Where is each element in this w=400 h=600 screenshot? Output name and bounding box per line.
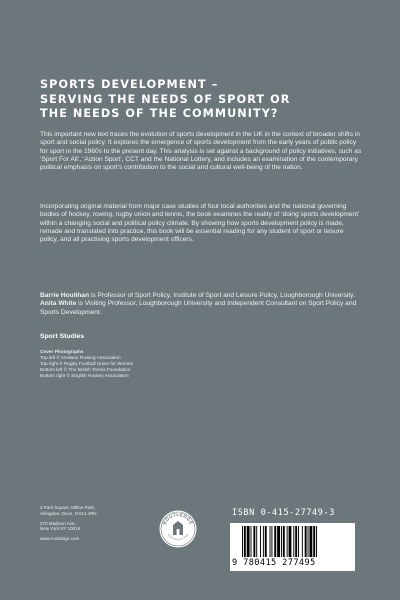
credits-title: Cover Photographs — [40, 349, 84, 354]
barcode-digits: 9 780415 277495 — [232, 558, 316, 568]
isbn-label: ISBN 0-415-27749-3 — [232, 508, 335, 518]
heading-line-3: THE NEEDS OF THE COMMUNITY? — [40, 107, 279, 120]
credit-line: Top right © Rugby Football Union for Women — [40, 361, 134, 367]
author-bio — [40, 292, 362, 317]
book-heading — [40, 78, 370, 122]
address-us-line: New York NY 10016 — [40, 526, 81, 532]
address-uk-line: 2 Park Square, Milton Park, — [40, 505, 96, 510]
address-uk-line: Abingdon, Oxon, OX14 4RN — [40, 510, 97, 516]
heading-line-1: SPORTS DEVELOPMENT – — [40, 78, 219, 91]
description-paragraph-2: Incorporating original material from major case studies of four local authorities and the national governing bodies of hockey, rowing, rugby union and tennis, the book examines the reality of ‘doing sports development’ within a changing social and political policy climate. By showing how sports development policy is made, remade and translated into practice, this book will be essential reading for any student of sport or leisure policy, and all practising sports development officers. — [40, 203, 360, 244]
svg-text:Taylor & Francis Group: Taylor & Francis Group — [166, 533, 190, 542]
publisher-website: www.routledge.com — [40, 536, 80, 542]
subject-category: Sport Studies — [40, 333, 85, 340]
cover-photo-credits — [40, 349, 133, 379]
barcode-bars — [238, 526, 348, 560]
svg-text:ROUTLEDGE: ROUTLEDGE — [161, 512, 195, 526]
description-paragraph-1: This important new text traces the evolution of sports development in the UK in the context of broader shifts in sport and social policy. It explores the emergence of sports development from the early years of public policy for sport in the 1960s to the present day. This analysis is set against a background of policy initiatives, such as ‘Sport For All’, ‘Action Sport’, CCT and the National Lottery, and includes an examination of the contemporary political emphasis on sport's contribution to the social and cultural well-being of the nation. — [40, 131, 362, 172]
heading-line-2: SERVING THE NEEDS OF SPORT OR — [40, 92, 291, 106]
routledge-logo-icon — [158, 509, 198, 549]
credit-line: Bottom left © The British Tennis Foundation — [40, 367, 131, 373]
credit-line: Top left © Amateur Rowing Association — [40, 355, 121, 361]
author-2-bio: is Visiting Professor, Loughborough University and Independent Consultant on Sport Policy and Sports Development. — [40, 300, 357, 316]
address-us-line: 270 Madison Ave, — [40, 520, 76, 526]
credit-line: Bottom right © English Hockey Association — [40, 373, 129, 379]
publisher-address — [40, 505, 97, 542]
author-2-name: Anita White — [40, 300, 77, 308]
barcode — [230, 523, 355, 571]
author-1-name: Barrie Houlihan — [40, 292, 90, 299]
author-1-bio: is Professor of Sport Policy, Institute of Sport and Leisure Policy, Loughborough University. — [89, 292, 355, 299]
